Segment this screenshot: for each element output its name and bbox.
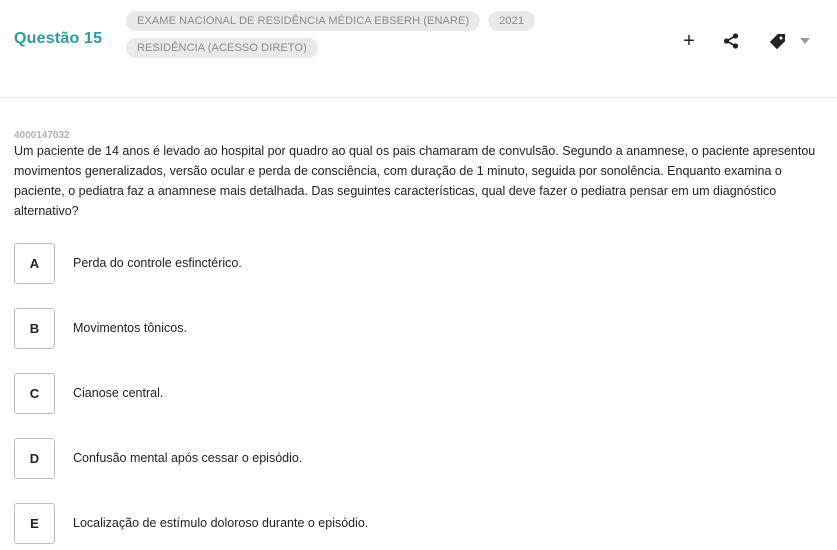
option-e[interactable] xyxy=(14,502,368,544)
option-a[interactable] xyxy=(14,242,242,284)
option-text: Confusão mental após cessar o episódio. xyxy=(73,451,303,465)
share-icon[interactable] xyxy=(720,30,742,52)
option-letter[interactable]: E xyxy=(14,503,55,544)
option-b[interactable] xyxy=(14,307,187,349)
option-text: Movimentos tônicos. xyxy=(73,321,187,335)
option-letter[interactable]: B xyxy=(14,308,55,349)
header-actions xyxy=(678,30,812,52)
chevron-down-icon[interactable] xyxy=(798,30,812,52)
option-d[interactable] xyxy=(14,437,302,479)
tag-list xyxy=(126,11,606,65)
tag-icon[interactable] xyxy=(766,30,788,52)
tag-year[interactable]: 2021 xyxy=(488,11,535,31)
option-text: Perda do controle esfinctérico. xyxy=(73,256,242,270)
question-title: Questão 15 xyxy=(14,30,103,47)
option-letter[interactable]: D xyxy=(14,438,55,479)
question-header xyxy=(0,0,837,98)
option-letter[interactable]: A xyxy=(14,243,55,284)
option-letter[interactable]: C xyxy=(14,373,55,414)
option-text: Cianose central. xyxy=(73,386,164,400)
question-statement: Um paciente de 14 anos é levado ao hospital por quadro ao qual os pais chamaram de convulsão. Segundo a anamnese, o paciente apresentou movimentos generalizados, versão ocular e perda de consciência, com duração de 1 minuto, seguida por sonolência. Enquanto examina o paciente, o pediatra faz a anamnese mais detalhada. Das seguintes características, qual deve fazer o pediatra pensar em um diagnóstico alternativo? xyxy=(14,144,816,218)
question-id: 4000147032 xyxy=(14,130,70,141)
tag-row xyxy=(126,11,606,31)
tag-category[interactable]: RESIDÊNCIA (ACESSO DIRETO) xyxy=(126,38,318,58)
option-c[interactable] xyxy=(14,372,163,414)
option-text: Localização de estímulo doloroso durante o episódio. xyxy=(73,516,369,530)
tag-row xyxy=(126,38,606,58)
add-button[interactable]: + xyxy=(683,30,695,52)
tag-exam[interactable]: EXAME NACIONAL DE RESIDÊNCIA MÉDICA EBSERH (ENARE) xyxy=(126,11,480,31)
